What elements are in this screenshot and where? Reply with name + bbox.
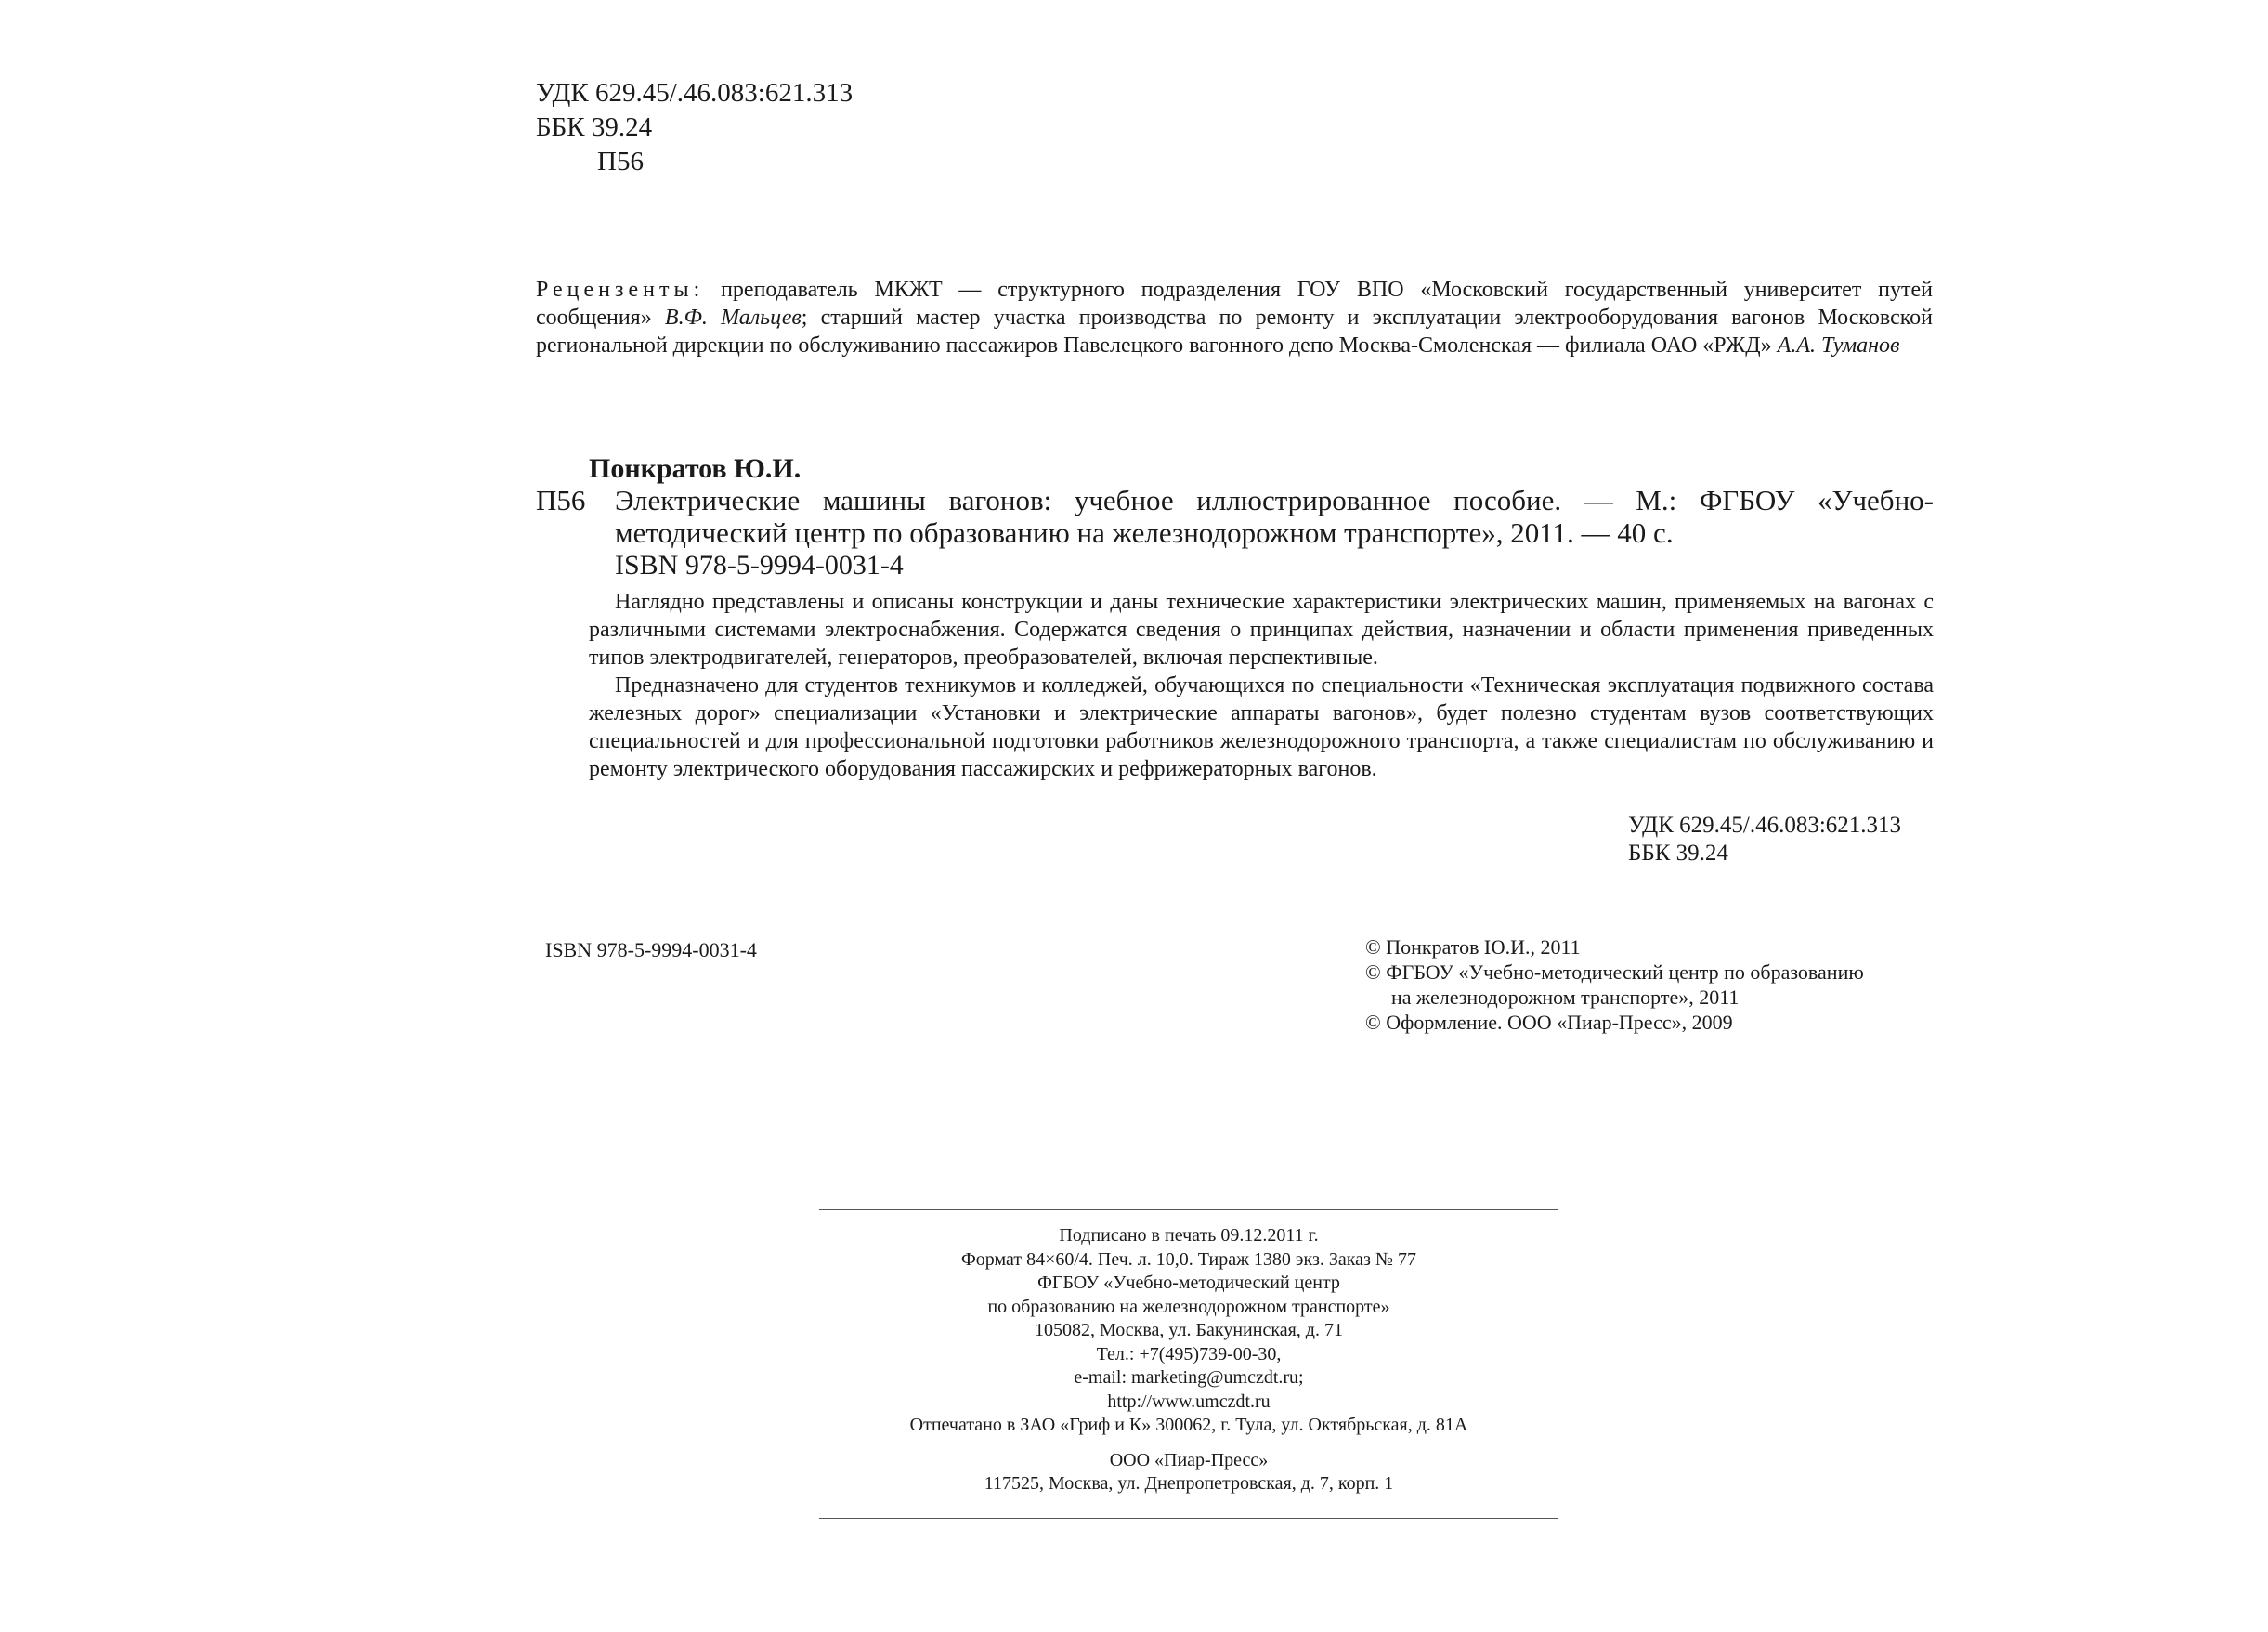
imprint-line: Отпечатано в ЗАО «Гриф и К» 300062, г. Тула, ул. Октябрьская, д. 81А — [909, 1415, 1468, 1435]
imprint-line: e-mail: marketing@umczdt.ru; — [1074, 1367, 1304, 1388]
author-heading: Понкратов Ю.И. — [589, 453, 802, 484]
imprint-line: Подписано в печать 09.12.2011 г. — [1059, 1225, 1319, 1246]
copyright-line-1: © Понкратов Ю.И., 2011 — [1365, 935, 1581, 959]
header-classification-codes — [536, 76, 853, 179]
annotation-paragraph-2: Предназначено для студентов техникумов и колледжей, обучающихся по специальности «Техническая эксплуатация подвижного состава железных дорог» специализации «Установки и электрические аппараты вагонов», будет полезно студентам вузов соответствующих специальностей и для профессиональной подготовки работников железнодорожного транспорта, а также специалистам по обслуживанию и ремонту электрического оборудования пассажирских и рефрижераторных вагонов. — [589, 673, 1934, 781]
annotation — [589, 588, 1934, 783]
imprint-top-rule — [819, 1209, 1558, 1210]
footer-udk: УДК 629.45/.46.083:621.313 — [1628, 813, 1902, 838]
imprint-line: Тел.: +7(495)739-00-30, — [1096, 1343, 1282, 1364]
footer-classification-codes — [1628, 812, 1901, 868]
imprint-line: http://www.umczdt.ru — [1107, 1390, 1271, 1412]
imprint-block — [819, 1224, 1558, 1496]
bibliographic-title: Электрические машины вагонов: учебное иллюстрированное пособие. — М.: ФГБОУ «Учебно-методический центр по образованию на железнодорожном транспорте», 2011. — 40 с. — [615, 484, 1934, 549]
udk-code: УДК 629.45/.46.083:621.313 — [536, 78, 854, 108]
reviewers-text-1: преподаватель МКЖТ — структурного подразделения ГОУ ВПО «Московский государственный университет путей сообщения» — [536, 278, 1933, 330]
author-mark: П56 — [597, 147, 644, 176]
reviewers-paragraph — [536, 276, 1933, 359]
annotation-paragraph-1: Наглядно представлены и описаны конструкции и даны технические характеристики электрических машин, применяемых на вагонах с различными системами электроснабжения. Содержатся сведения о принципах действия, назначении и области применения приведенных типов электродвигателей, генераторов, преобразователей, включая перспективные. — [589, 590, 1934, 670]
imprint-line: ФГБОУ «Учебно-методический центр — [1037, 1273, 1340, 1293]
imprint-line: 117525, Москва, ул. Днепропетровская, д. 7, корп. 1 — [984, 1473, 1394, 1494]
reviewer-name-2: А.А. Туманов — [1777, 333, 1900, 358]
reviewers-text-2: ; старший мастер участка производства по ремонту и эксплуатации электрооборудования вагонов Московской региональной дирекции по обслуживанию пассажиров Павелецкого вагонного депо Москва-Смоленская — филиала ОАО «РЖД» — [536, 306, 1934, 358]
imprint-line: 105082, Москва, ул. Бакунинская, д. 71 — [1035, 1320, 1343, 1340]
isbn-footer: ISBN 978-5-9994-0031-4 — [545, 938, 757, 961]
copyright-block — [1365, 934, 1864, 1035]
imprint-spacer — [819, 1438, 1558, 1449]
reviewer-name-1: В.Ф. Мальцев — [664, 306, 802, 330]
imprint-bottom-rule — [819, 1518, 1558, 1519]
copyright-line-2: © ФГБОУ «Учебно-методический центр по образованию — [1365, 960, 1864, 984]
imprint-line: ООО «Пиар-Пресс» — [1109, 1449, 1269, 1470]
copyright-line-3: © Оформление. ООО «Пиар-Пресс», 2009 — [1365, 1011, 1733, 1034]
reviewers-label: Рецензенты: — [536, 278, 705, 302]
footer-bbk: ББК 39.24 — [1628, 841, 1728, 866]
copyright-line-2-cont: на железнодорожном транспорте», 2011 — [1391, 986, 1740, 1009]
imprint-line: по образованию на железнодорожном транспорте» — [987, 1296, 1390, 1317]
catalog-isbn: ISBN 978-5-9994-0031-4 — [615, 550, 904, 581]
catalog-call-number: П56 — [536, 484, 586, 516]
imprint-line: Формат 84×60/4. Печ. л. 10,0. Тираж 1380 экз. Заказ № 77 — [960, 1248, 1417, 1270]
bbk-code: ББК 39.24 — [536, 112, 653, 142]
